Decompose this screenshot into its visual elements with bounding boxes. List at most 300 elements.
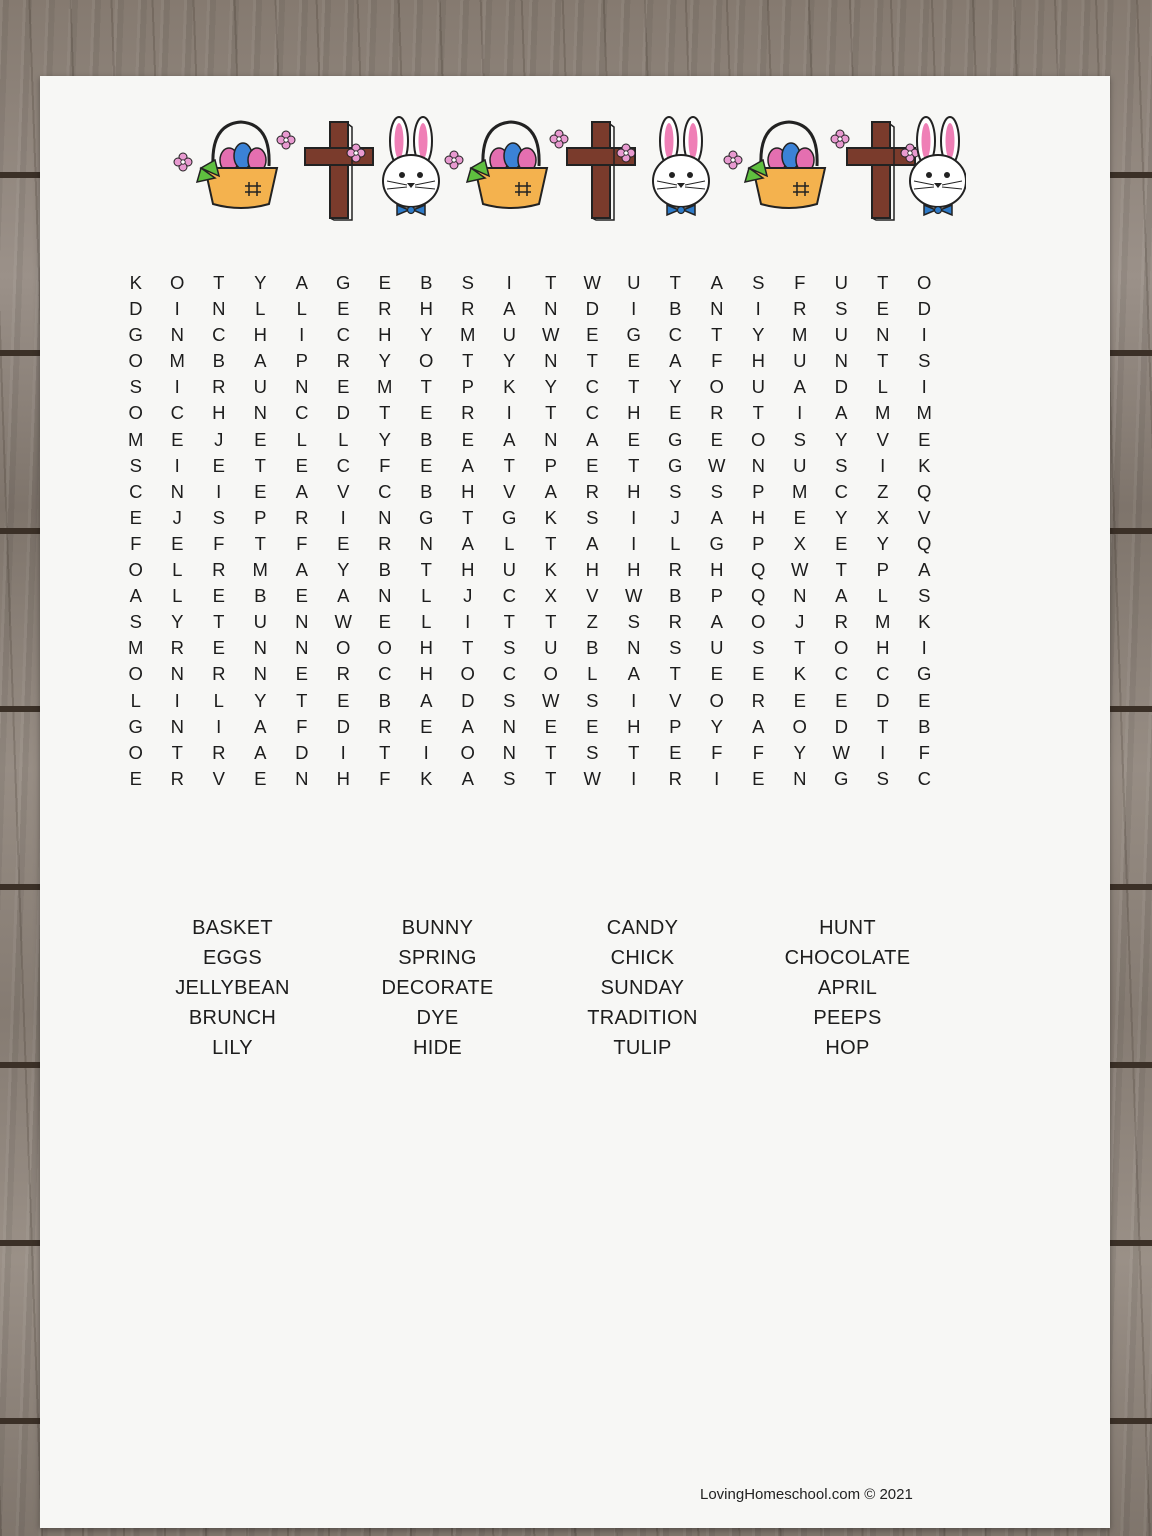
grid-letter: V: [337, 480, 350, 502]
grid-letter: J: [214, 428, 224, 450]
grid-letter: A: [835, 402, 848, 424]
grid-letter: U: [834, 272, 848, 293]
grid-letter: E: [254, 480, 267, 502]
grid-letter: W: [542, 689, 560, 711]
grid-letter: T: [586, 350, 598, 372]
grid-letter: R: [170, 767, 184, 789]
grid-letter: S: [503, 689, 516, 711]
grid-letter: T: [171, 741, 183, 763]
word-list-item: SUNDAY: [600, 977, 685, 999]
grid-letter: A: [254, 350, 267, 372]
grid-letter: Q: [917, 480, 932, 502]
grid-letter: S: [586, 689, 599, 711]
grid-letter: E: [337, 689, 350, 711]
grid-letter: V: [212, 767, 225, 789]
grid-letter: R: [834, 611, 848, 633]
grid-letter: T: [420, 376, 432, 398]
grid-letter: K: [544, 559, 557, 581]
flower-icon: [724, 151, 742, 169]
grid-letter: H: [419, 663, 433, 685]
grid-letter: L: [296, 298, 307, 320]
grid-letter: X: [876, 506, 889, 528]
grid-letter: M: [460, 324, 476, 346]
grid-letter: H: [378, 324, 392, 346]
grid-letter: B: [420, 480, 433, 502]
grid-letter: I: [216, 480, 222, 502]
word-list-item: LILY: [212, 1037, 253, 1059]
grid-letter: S: [627, 611, 640, 633]
grid-letter: P: [710, 585, 723, 607]
grid-letter: F: [213, 532, 225, 554]
grid-letter: Q: [917, 532, 932, 554]
grid-letter: I: [631, 689, 637, 711]
grid-letter: R: [295, 506, 309, 528]
grid-letter: X: [793, 532, 806, 554]
grid-letter: O: [709, 376, 724, 398]
grid-letter: W: [708, 454, 726, 476]
grid-letter: T: [545, 532, 557, 554]
word-list-item: CANDY: [606, 917, 679, 939]
grid-letter: N: [627, 637, 641, 659]
grid-letter: T: [503, 611, 515, 633]
grid-letter: H: [627, 715, 641, 737]
grid-letter: O: [128, 559, 143, 581]
grid-letter: E: [212, 637, 225, 659]
grid-letter: T: [877, 350, 889, 372]
grid-letter: R: [212, 663, 226, 685]
grid-letter: P: [876, 559, 889, 581]
grid-letter: F: [296, 715, 308, 737]
grid-letter: A: [254, 715, 267, 737]
grid-letter: O: [170, 272, 185, 293]
grid-letter: B: [669, 585, 682, 607]
grid-letter: I: [174, 298, 180, 320]
grid-letter: C: [129, 480, 143, 502]
grid-letter: I: [174, 689, 180, 711]
grid-letter: Q: [751, 559, 766, 581]
grid-letter: N: [295, 637, 309, 659]
grid-letter: O: [792, 715, 807, 737]
grid-letter: T: [254, 532, 266, 554]
grid-letter: T: [835, 559, 847, 581]
grid-letter: T: [545, 767, 557, 789]
grid-letter: R: [378, 298, 392, 320]
grid-letter: C: [585, 402, 599, 424]
grid-letter: E: [586, 454, 599, 476]
grid-letter: A: [710, 272, 723, 293]
basket-icon: [745, 122, 825, 208]
bunny-icon: [383, 117, 439, 215]
grid-letter: S: [129, 611, 142, 633]
grid-letter: U: [710, 637, 724, 659]
grid-letter: W: [625, 585, 643, 607]
grid-letter: I: [216, 715, 222, 737]
grid-letter: S: [752, 272, 765, 293]
grid-letter: W: [583, 272, 601, 293]
grid-letter: T: [503, 454, 515, 476]
flower-icon: [831, 130, 849, 148]
grid-letter: E: [586, 715, 599, 737]
grid-letter: L: [877, 376, 888, 398]
grid-letter: T: [296, 689, 308, 711]
grid-letter: V: [586, 585, 599, 607]
grid-letter: N: [876, 324, 890, 346]
grid-letter: B: [378, 559, 391, 581]
grid-letter: A: [544, 480, 557, 502]
grid-letter: O: [460, 663, 475, 685]
grid-letter: Y: [835, 506, 848, 528]
grid-letter: A: [461, 767, 474, 789]
grid-letter: K: [793, 663, 806, 685]
grid-letter: I: [340, 741, 346, 763]
grid-letter: W: [832, 741, 850, 763]
grid-letter: M: [128, 637, 144, 659]
grid-letter: L: [172, 585, 183, 607]
grid-letter: E: [337, 532, 350, 554]
grid-letter: C: [212, 324, 226, 346]
grid-letter: A: [710, 611, 723, 633]
word-search-grid: [115, 270, 945, 792]
grid-letter: U: [502, 324, 516, 346]
grid-letter: H: [710, 559, 724, 581]
word-list-item: SPRING: [398, 947, 477, 969]
grid-letter: N: [793, 585, 807, 607]
grid-letter: E: [461, 428, 474, 450]
grid-letter: C: [834, 480, 848, 502]
grid-letter: T: [545, 611, 557, 633]
grid-letter: T: [877, 272, 889, 293]
grid-letter: C: [876, 663, 890, 685]
grid-letter: A: [129, 585, 142, 607]
grid-letter: G: [626, 324, 641, 346]
grid-letter: S: [503, 637, 516, 659]
grid-letter: R: [378, 715, 392, 737]
grid-letter: L: [296, 428, 307, 450]
grid-letter: E: [420, 715, 433, 737]
grid-letter: K: [129, 272, 142, 293]
grid-letter: I: [921, 376, 927, 398]
grid-letter: I: [631, 532, 637, 554]
grid-letter: I: [631, 298, 637, 320]
grid-letter: C: [502, 663, 516, 685]
grid-letter: S: [503, 767, 516, 789]
grid-letter: N: [295, 376, 309, 398]
grid-letter: O: [709, 689, 724, 711]
grid-letter: E: [835, 689, 848, 711]
grid-letter: R: [461, 298, 475, 320]
grid-letter: Y: [503, 350, 516, 372]
grid-letter: D: [336, 402, 350, 424]
grid-letter: G: [834, 767, 849, 789]
grid-letter: U: [502, 559, 516, 581]
grid-letter: M: [169, 350, 185, 372]
grid-letter: D: [336, 715, 350, 737]
grid-letter: H: [419, 637, 433, 659]
grid-letter: H: [253, 324, 267, 346]
grid-letter: Y: [835, 428, 848, 450]
flower-icon: [174, 153, 192, 171]
grid-letter: R: [461, 402, 475, 424]
grid-letter: N: [378, 506, 392, 528]
cross-icon: [847, 122, 915, 220]
grid-letter: T: [545, 272, 557, 293]
grid-letter: C: [336, 454, 350, 476]
grid-letter: G: [709, 532, 724, 554]
grid-letter: N: [751, 454, 765, 476]
grid-letter: T: [462, 637, 474, 659]
grid-letter: S: [461, 272, 474, 293]
grid-letter: I: [921, 637, 927, 659]
grid-letter: L: [877, 585, 888, 607]
grid-letter: E: [793, 506, 806, 528]
grid-letter: D: [585, 298, 599, 320]
grid-letter: R: [212, 559, 226, 581]
grid-letter: M: [128, 428, 144, 450]
grid-letter: M: [377, 376, 393, 398]
grid-letter: L: [421, 585, 432, 607]
grid-letter: I: [506, 272, 512, 293]
grid-letter: R: [668, 767, 682, 789]
grid-letter: Y: [752, 324, 765, 346]
word-column: [335, 913, 540, 1063]
grid-letter: I: [921, 324, 927, 346]
word-list: [130, 913, 1060, 1063]
grid-letter: L: [338, 428, 349, 450]
grid-letter: I: [714, 767, 720, 789]
grid-letter: Y: [378, 350, 391, 372]
grid-letter: O: [128, 663, 143, 685]
grid-letter: E: [337, 298, 350, 320]
grid-letter: N: [544, 298, 558, 320]
grid-letter: E: [212, 585, 225, 607]
grid-letter: S: [129, 376, 142, 398]
grid-letter: N: [378, 585, 392, 607]
grid-letter: E: [876, 298, 889, 320]
grid-letter: T: [462, 350, 474, 372]
grid-letter: B: [254, 585, 267, 607]
grid-letter: N: [419, 532, 433, 554]
grid-letter: O: [128, 402, 143, 424]
grid-letter: F: [918, 741, 930, 763]
grid-letter: T: [545, 741, 557, 763]
grid-letter: I: [465, 611, 471, 633]
grid-letter: N: [212, 298, 226, 320]
grid-letter: G: [336, 272, 351, 293]
grid-letter: T: [420, 559, 432, 581]
grid-letter: S: [918, 350, 931, 372]
grid-letter: N: [834, 350, 848, 372]
grid-letter: C: [585, 376, 599, 398]
grid-letter: T: [877, 715, 889, 737]
grid-letter: Z: [877, 480, 889, 502]
grid-letter: F: [379, 767, 391, 789]
grid-letter: A: [586, 428, 599, 450]
grid-letter: C: [336, 324, 350, 346]
cross-icon: [305, 122, 373, 220]
grid-letter: V: [876, 428, 889, 450]
grid-letter: H: [627, 402, 641, 424]
grid-letter: I: [880, 454, 886, 476]
grid-letter: E: [420, 454, 433, 476]
grid-letter: N: [710, 298, 724, 320]
grid-letter: O: [419, 350, 434, 372]
grid-letter: S: [586, 741, 599, 763]
grid-letter: L: [504, 532, 515, 554]
grid-letter: E: [171, 532, 184, 554]
grid-letter: O: [460, 741, 475, 763]
grid-letter: H: [876, 637, 890, 659]
grid-letter: G: [419, 506, 434, 528]
grid-letter: R: [668, 559, 682, 581]
grid-letter: L: [255, 298, 266, 320]
grid-letter: B: [586, 637, 599, 659]
grid-letter: T: [628, 741, 640, 763]
grid-letter: K: [420, 767, 433, 789]
grid-letter: A: [586, 532, 599, 554]
grid-letter: R: [212, 376, 226, 398]
grid-letter: U: [253, 611, 267, 633]
grid-letter: O: [336, 637, 351, 659]
grid-letter: T: [254, 454, 266, 476]
grid-letter: D: [876, 689, 890, 711]
grid-letter: S: [129, 454, 142, 476]
grid-letter: E: [710, 428, 723, 450]
grid-letter: J: [670, 506, 680, 528]
word-list-item: CHICK: [610, 947, 675, 969]
grid-letter: Y: [378, 428, 391, 450]
grid-letter: P: [544, 454, 557, 476]
grid-letter: N: [295, 611, 309, 633]
grid-letter: R: [585, 480, 599, 502]
grid-letter: E: [918, 428, 931, 450]
grid-letter: T: [752, 402, 764, 424]
word-list-item: HOP: [825, 1037, 870, 1059]
grid-letter: U: [751, 376, 765, 398]
grid-letter: I: [174, 376, 180, 398]
grid-letter: A: [793, 376, 806, 398]
word-list-item: DYE: [416, 1007, 459, 1029]
word-list-item: APRIL: [817, 977, 878, 999]
grid-letter: U: [544, 637, 558, 659]
grid-letter: Y: [544, 376, 557, 398]
grid-letter: R: [710, 402, 724, 424]
grid-letter: N: [544, 350, 558, 372]
grid-letter: E: [337, 376, 350, 398]
grid-letter: E: [295, 585, 308, 607]
grid-letter: Y: [254, 272, 267, 293]
grid-letter: Y: [793, 741, 806, 763]
grid-letter: M: [875, 611, 891, 633]
grid-letter: M: [875, 402, 891, 424]
grid-letter: I: [299, 324, 305, 346]
grid-letter: E: [378, 611, 391, 633]
grid-letter: G: [502, 506, 517, 528]
grid-letter: E: [295, 454, 308, 476]
grid-letter: G: [128, 715, 143, 737]
grid-letter: E: [586, 324, 599, 346]
word-column: [130, 913, 335, 1063]
grid-letter: R: [793, 298, 807, 320]
grid-letter: C: [378, 663, 392, 685]
grid-letter: A: [337, 585, 350, 607]
grid-letter: W: [542, 324, 560, 346]
grid-letter: R: [751, 689, 765, 711]
grid-letter: A: [627, 663, 640, 685]
grid-letter: K: [918, 454, 931, 476]
grid-letter: E: [212, 454, 225, 476]
grid-letter: I: [174, 454, 180, 476]
word-list-item: BRUNCH: [188, 1007, 277, 1029]
grid-letter: A: [461, 532, 474, 554]
grid-letter: A: [918, 559, 931, 581]
word-list-item: JELLYBEAN: [175, 977, 290, 999]
grid-letter: B: [918, 715, 931, 737]
grid-letter: H: [212, 402, 226, 424]
grid-letter: E: [129, 767, 142, 789]
grid-letter: M: [792, 324, 808, 346]
grid-letter: H: [461, 480, 475, 502]
grid-letter: E: [669, 741, 682, 763]
grid-letter: T: [628, 376, 640, 398]
grid-letter: T: [669, 272, 681, 293]
grid-letter: I: [340, 506, 346, 528]
grid-letter: U: [834, 324, 848, 346]
grid-letter: N: [544, 428, 558, 450]
grid-letter: Y: [876, 532, 889, 554]
grid-letter: C: [668, 324, 682, 346]
flower-icon: [550, 130, 568, 148]
grid-letter: C: [378, 480, 392, 502]
grid-letter: L: [213, 689, 224, 711]
grid-letter: A: [254, 741, 267, 763]
grid-letter: J: [172, 506, 182, 528]
grid-letter: D: [129, 298, 143, 320]
grid-letter: S: [835, 454, 848, 476]
grid-letter: H: [627, 480, 641, 502]
grid-letter: D: [917, 298, 931, 320]
flower-icon: [445, 151, 463, 169]
grid-letter: P: [295, 350, 308, 372]
grid-letter: Y: [669, 376, 682, 398]
grid-letter: E: [544, 715, 557, 737]
grid-letter: C: [917, 767, 931, 789]
grid-letter: H: [585, 559, 599, 581]
grid-letter: V: [503, 480, 516, 502]
grid-letter: F: [752, 741, 764, 763]
grid-letter: E: [752, 663, 765, 685]
grid-letter: F: [794, 272, 806, 293]
grid-letter: T: [711, 324, 723, 346]
word-list-item: BUNNY: [401, 917, 474, 939]
grid-letter: N: [170, 663, 184, 685]
grid-letter: T: [794, 637, 806, 659]
word-column: [745, 913, 950, 1063]
grid-letter: R: [212, 741, 226, 763]
grid-letter: E: [378, 272, 391, 293]
grid-letter: W: [334, 611, 352, 633]
grid-letter: N: [253, 663, 267, 685]
bunny-icon: [653, 117, 709, 215]
grid-letter: A: [420, 689, 433, 711]
grid-letter: F: [711, 741, 723, 763]
grid-letter: C: [170, 402, 184, 424]
grid-letter: F: [296, 532, 308, 554]
grid-letter: C: [295, 402, 309, 424]
grid-letter: P: [254, 506, 267, 528]
grid-letter: I: [797, 402, 803, 424]
grid-letter: S: [835, 298, 848, 320]
grid-letter: S: [752, 637, 765, 659]
